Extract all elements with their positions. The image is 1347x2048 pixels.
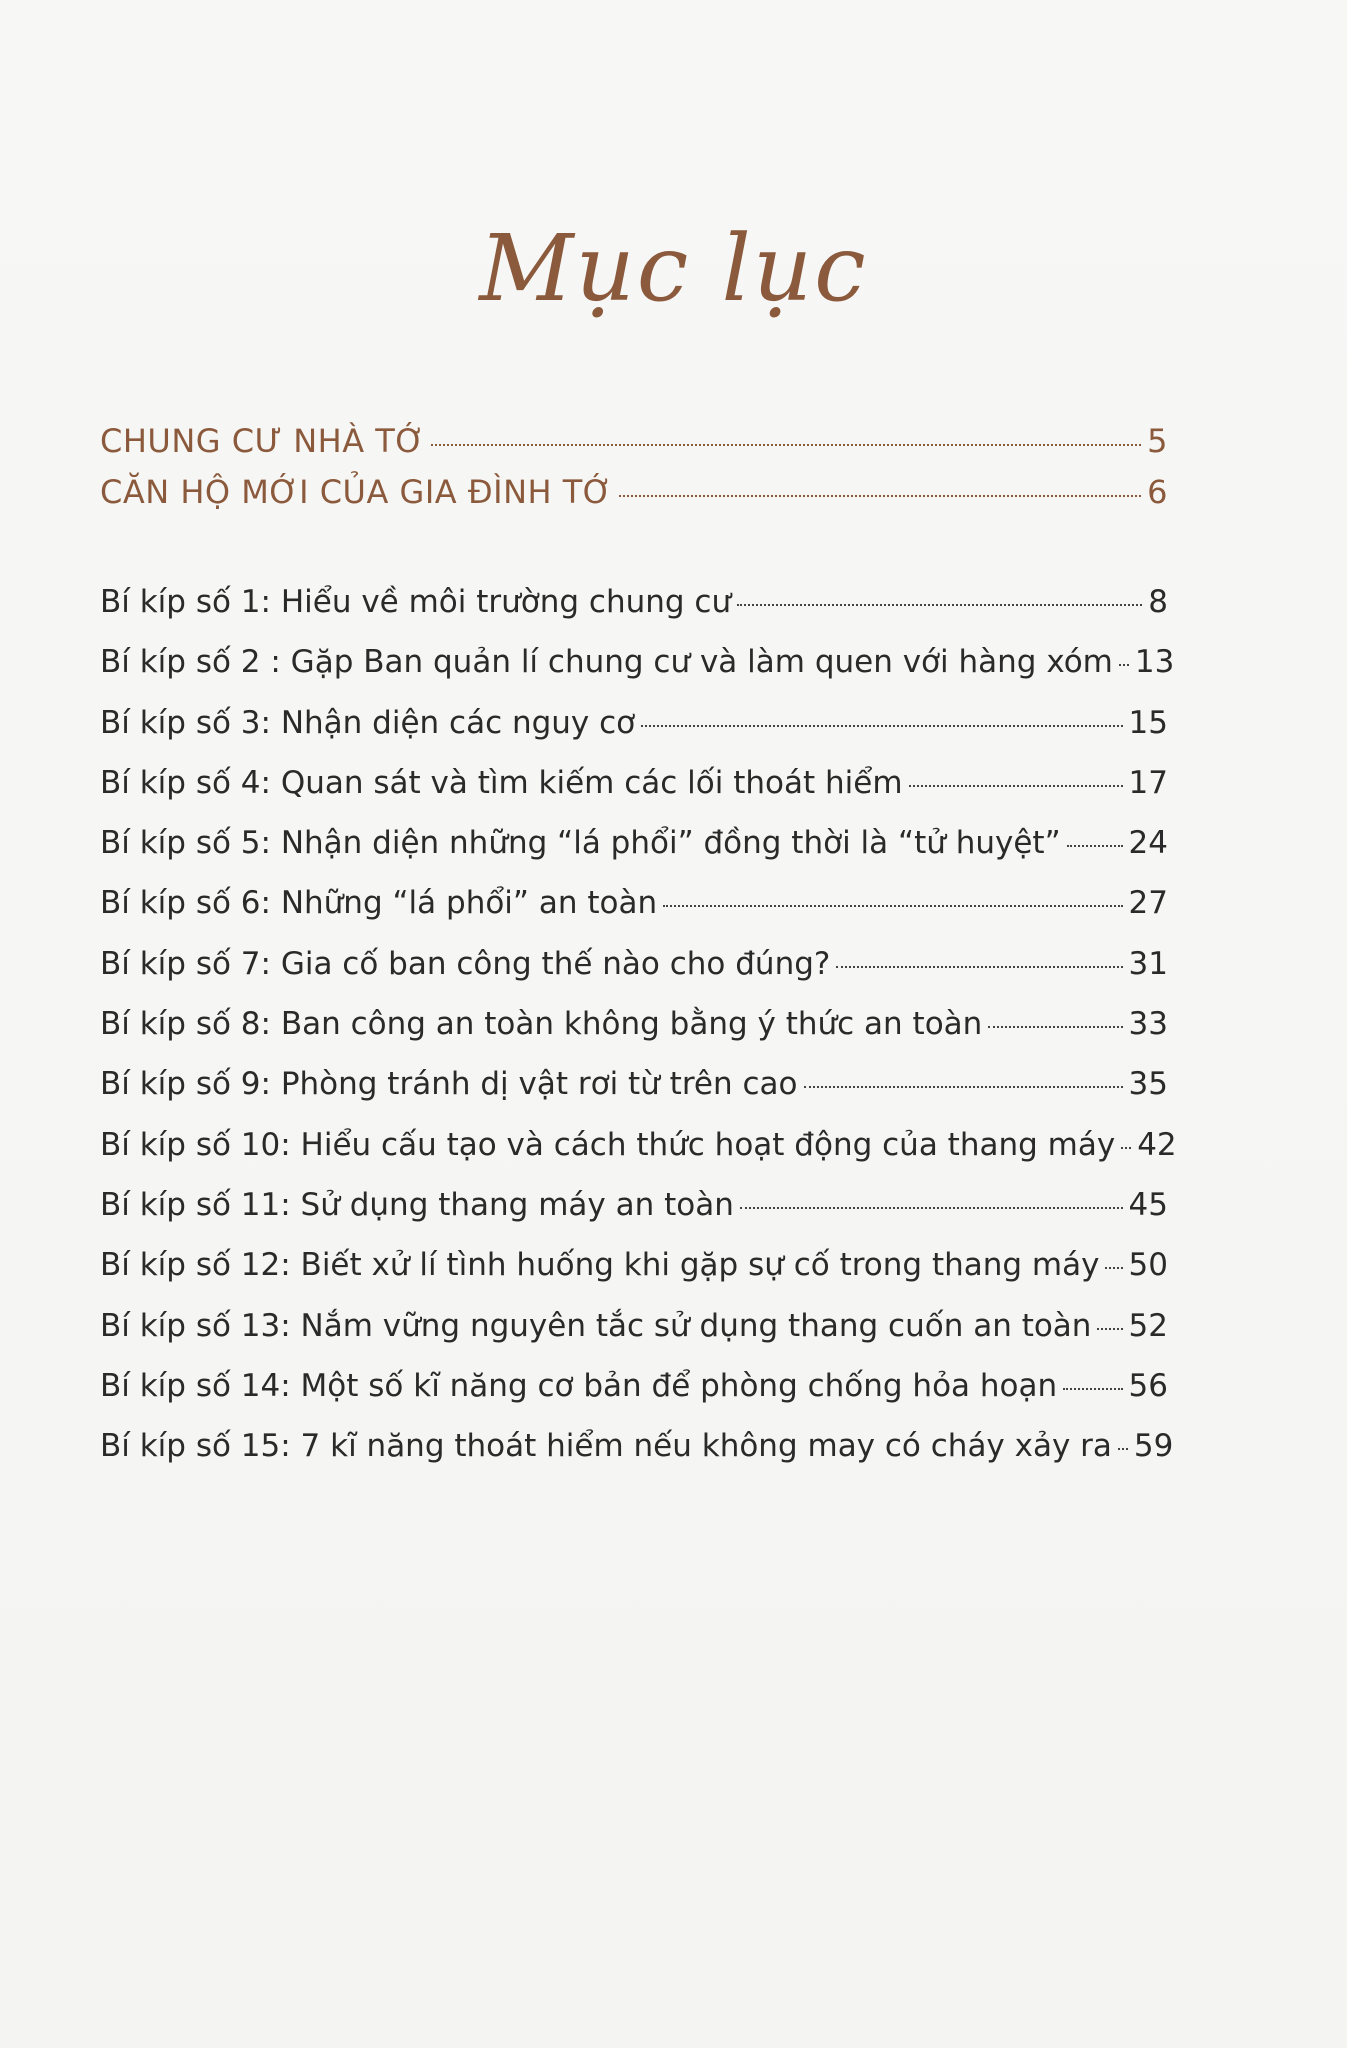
toc-chapter-row	[100, 584, 1168, 644]
toc-page-number: 24	[1128, 825, 1168, 862]
toc-entry-label: CHUNG CƯ NHÀ TỚ	[100, 422, 426, 460]
dot-leader	[641, 725, 1122, 727]
toc-entry-label: Bí kíp số 10: Hiểu cấu tạo và cách thức hoạt động của thang máy	[100, 1126, 1116, 1163]
toc-entry-label: Bí kíp số 13: Nắm vững nguyên tắc sử dụng thang cuốn an toàn	[100, 1307, 1092, 1344]
toc-page-number: 15	[1128, 704, 1168, 741]
toc-chapter-row	[100, 1247, 1168, 1307]
dot-leader	[1097, 1328, 1122, 1330]
dot-leader	[737, 604, 1142, 606]
page-title: Mục lục	[479, 215, 868, 322]
toc-chapter-row	[100, 1308, 1168, 1368]
dot-leader	[1118, 1448, 1128, 1450]
toc-sections	[100, 422, 1168, 524]
toc-chapter-row	[100, 946, 1168, 1006]
toc-entry-label: Bí kíp số 14: Một số kĩ năng cơ bản để phòng chống hỏa hoạn	[100, 1367, 1058, 1404]
dot-leader	[1063, 1388, 1122, 1390]
toc-entry-label: Bí kíp số 7: Gia cố ban công thế nào cho đúng?	[100, 945, 831, 982]
toc-chapter-row	[100, 825, 1168, 885]
toc-section-row	[100, 422, 1168, 473]
dot-leader	[740, 1207, 1123, 1209]
toc-entry-label: Bí kíp số 12: Biết xử lí tình huống khi gặp sự cố trong thang máy	[100, 1247, 1100, 1284]
toc-entry-label: Bí kíp số 3: Nhận diện các nguy cơ	[100, 704, 636, 741]
toc-entry-label: Bí kíp số 15: 7 kĩ năng thoát hiểm nếu không may có cháy xảy ra	[100, 1428, 1112, 1465]
toc-entry-label: Bí kíp số 1: Hiểu về môi trường chung cư	[100, 584, 732, 620]
toc-page-number: 59	[1133, 1428, 1174, 1465]
toc-chapters	[100, 584, 1177, 1488]
toc-entry-label: Bí kíp số 11: Sử dụng thang máy an toàn	[100, 1186, 734, 1223]
toc-entry-label: Bí kíp số 4: Quan sát và tìm kiếm các lối thoát hiểm	[100, 764, 903, 801]
toc-page-number: 35	[1128, 1066, 1168, 1103]
toc-page-number: 33	[1128, 1006, 1168, 1043]
toc-entry-label: Bí kíp số 9: Phòng tránh dị vật rơi từ trên cao	[100, 1066, 798, 1103]
toc-page-number: 13	[1134, 644, 1175, 681]
toc-chapter-row	[100, 644, 1175, 704]
dot-leader	[619, 495, 1142, 497]
toc-chapter-row	[100, 765, 1168, 825]
toc-page-number: 5	[1147, 422, 1168, 460]
dot-leader	[1067, 845, 1123, 847]
toc-entry-label: Bí kíp số 8: Ban công an toàn không bằng ý thức an toàn	[100, 1006, 983, 1043]
toc-page-number: 31	[1128, 945, 1168, 982]
dot-leader	[1105, 1267, 1122, 1269]
toc-chapter-row	[100, 1368, 1168, 1428]
dot-leader	[804, 1086, 1123, 1088]
toc-entry-label: Bí kíp số 5: Nhận diện những “lá phổi” đồng thời là “tử huyệt”	[100, 825, 1061, 862]
toc-chapter-row	[100, 1187, 1168, 1247]
toc-page-number: 52	[1128, 1307, 1168, 1344]
dot-leader	[1121, 1147, 1131, 1149]
toc-page-number: 27	[1128, 885, 1168, 922]
toc-entry-label: Bí kíp số 2 : Gặp Ban quản lí chung cư và làm quen với hàng xóm	[100, 644, 1113, 681]
toc-chapter-row	[100, 885, 1168, 945]
dot-leader	[1119, 664, 1129, 666]
toc-page-number: 6	[1147, 473, 1168, 511]
toc-page-number: 50	[1128, 1247, 1168, 1284]
toc-page-number: 45	[1128, 1186, 1168, 1223]
toc-section-row	[100, 473, 1168, 524]
toc-chapter-row	[100, 1066, 1168, 1126]
toc-page-number: 56	[1128, 1367, 1168, 1404]
toc-chapter-row	[100, 1006, 1168, 1066]
dot-leader	[988, 1026, 1122, 1028]
dot-leader	[909, 785, 1123, 787]
dot-leader	[663, 905, 1122, 907]
toc-chapter-row	[100, 1428, 1174, 1488]
toc-entry-label: CĂN HỘ MỚI CỦA GIA ĐÌNH TỚ	[100, 473, 613, 511]
toc-chapter-row	[100, 705, 1168, 765]
toc-page-number: 8	[1148, 584, 1168, 620]
dot-leader	[836, 966, 1122, 968]
toc-entry-label: Bí kíp số 6: Những “lá phổi” an toàn	[100, 885, 658, 922]
toc-page-number: 42	[1137, 1126, 1177, 1163]
toc-chapter-row	[100, 1126, 1177, 1187]
toc-page-number: 17	[1128, 764, 1168, 801]
dot-leader	[431, 444, 1141, 446]
